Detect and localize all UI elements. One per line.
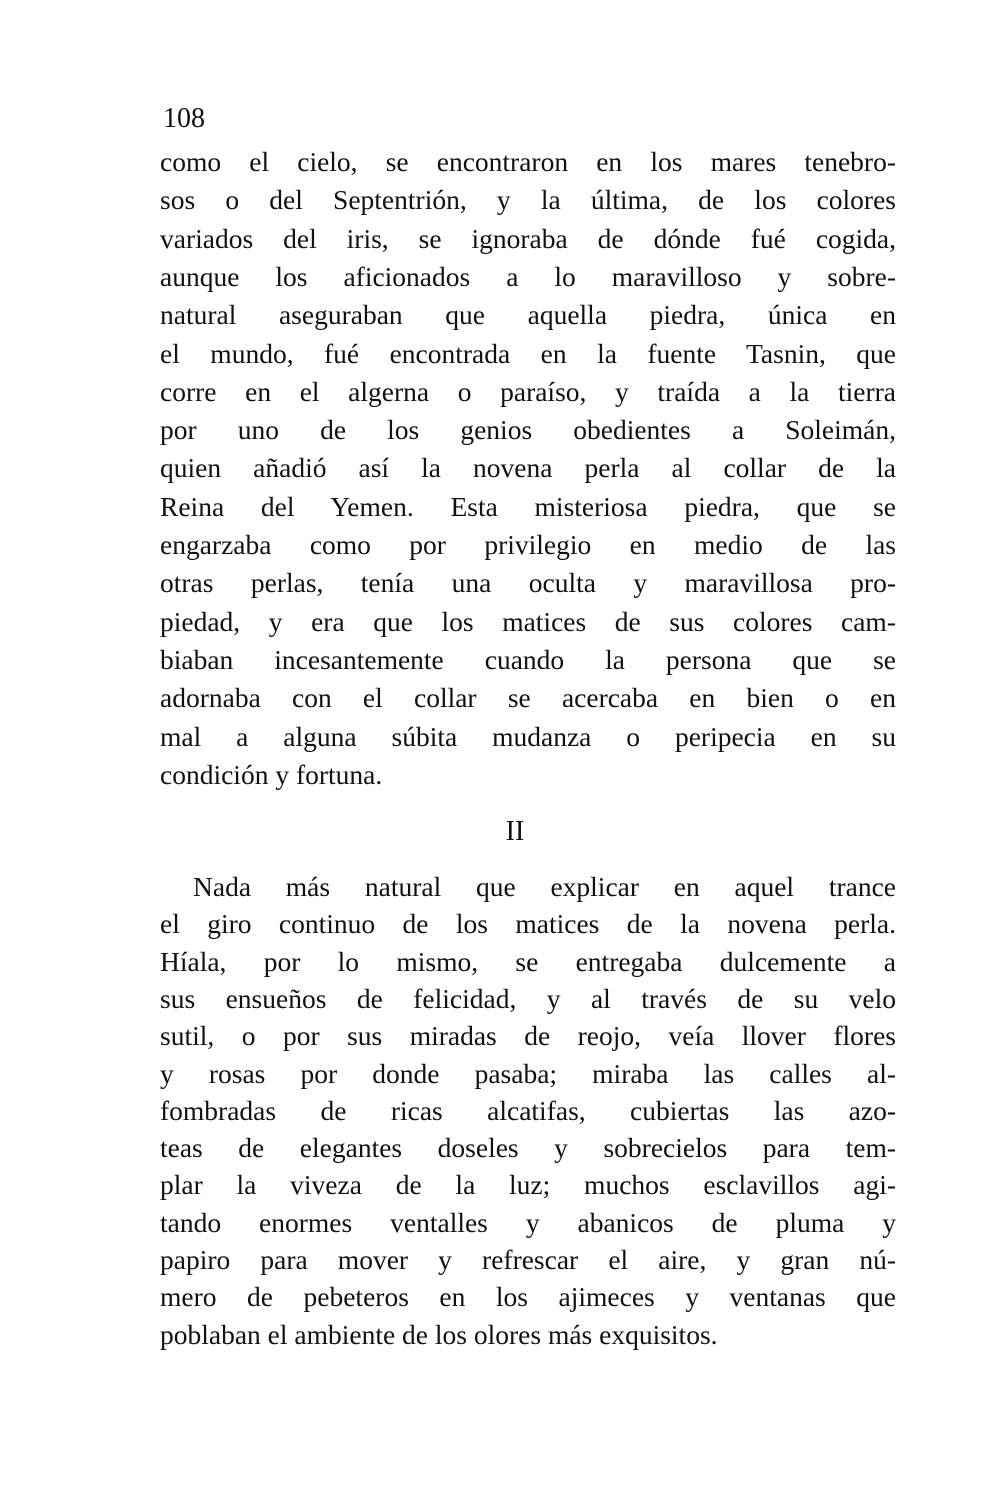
text-line: por uno de los genios obedientes a Soleimán,	[160, 414, 896, 446]
text-line: aunque los aficionados a lo maravilloso y sobre-	[160, 260, 896, 292]
text-line: teas de elegantes doseles y sobrecielos para tem-	[160, 1132, 896, 1164]
text-line: poblaban el ambiente de los olores más exquisitos.	[160, 1318, 718, 1350]
page-number: 108	[163, 103, 205, 134]
text-line: como el cielo, se encontraron en los mares tenebro-	[160, 146, 896, 177]
text-line: Híala, por lo mismo, se entregaba dulcemente a	[160, 945, 896, 977]
text-line: Nada más natural que explicar en aquel trance	[193, 871, 896, 902]
text-line: piedad, y era que los matices de sus colores cam-	[160, 605, 896, 637]
text-line: engarzaba como por privilegio en medio de las	[160, 529, 896, 560]
text-line: adornaba con el collar se acercaba en bien o en	[160, 682, 896, 714]
text-line: papiro para mover y refrescar el aire, y gran nú-	[160, 1244, 896, 1275]
text-line: variados del iris, se ignoraba de dónde fué cogida,	[160, 222, 896, 254]
text-line: sus ensueños de felicidad, y al través de su velo	[160, 982, 896, 1014]
text-line: mero de pebeteros en los ajimeces y ventanas que	[160, 1281, 896, 1313]
text-line: natural aseguraban que aquella piedra, única en	[160, 299, 896, 331]
text-line: otras perlas, tenía una oculta y maravillosa pro-	[160, 567, 896, 599]
text-line: corre en el algerna o paraíso, y traída a la tierra	[160, 375, 896, 407]
text-line: Reina del Yemen. Esta misteriosa piedra, que se	[160, 490, 896, 522]
text-line: mal a alguna súbita mudanza o peripecia en su	[160, 720, 896, 752]
text-line: y rosas por donde pasaba; miraba las calles al-	[160, 1057, 896, 1089]
text-line: plar la viveza de la luz; muchos esclavillos agi-	[160, 1169, 896, 1201]
text-line: fombradas de ricas alcatifas, cubiertas las azo-	[160, 1094, 896, 1126]
text-line: sos o del Septentrión, y la última, de los colores	[160, 184, 896, 216]
section-heading: II	[505, 816, 525, 847]
text-line: el giro continuo de los matices de la novena perla.	[160, 908, 896, 940]
text-line: condición y fortuna.	[160, 758, 383, 790]
text-line: sutil, o por sus miradas de reojo, veía llover flores	[160, 1020, 896, 1052]
text-line: quien añadió así la novena perla al collar de la	[160, 452, 896, 484]
text-line: tando enormes ventalles y abanicos de pluma y	[160, 1206, 896, 1238]
text-line: biaban incesantemente cuando la persona que se	[160, 643, 896, 675]
text-line: el mundo, fué encontrada en la fuente Tasnin, que	[160, 337, 896, 369]
